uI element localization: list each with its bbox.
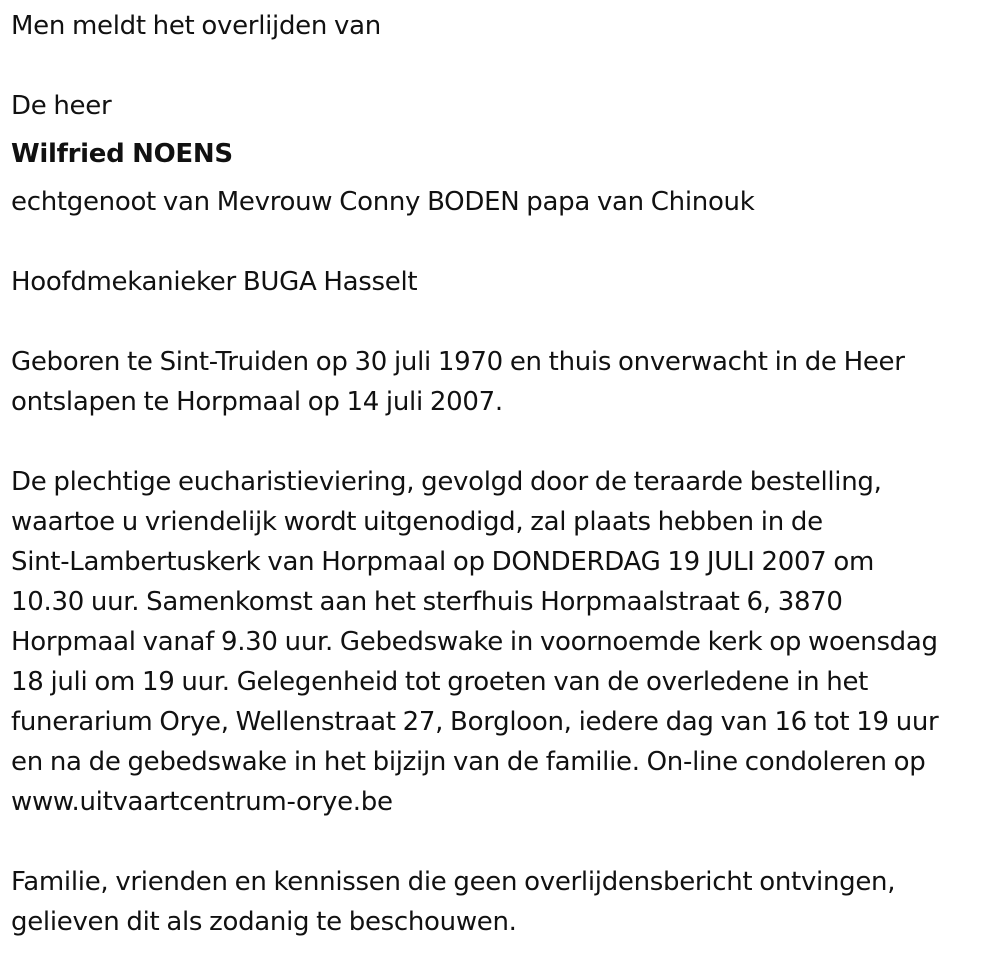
ceremony-line: De plechtige eucharistieviering, gevolgd door de teraarde bestelling, xyxy=(11,467,882,497)
ceremony-line: funerarium Orye, Wellenstraat 27, Borgloon, iedere dag van 16 tot 19 uur xyxy=(11,707,939,737)
deceased-name: Wilfried NOENS xyxy=(11,139,233,169)
ceremony-line: Sint-Lambertuskerk van Horpmaal op DONDERDAG 19 JULI 2007 om xyxy=(11,547,875,577)
ceremony-line: en na de gebedswake in het bijzijn van de familie. On-line condoleren op xyxy=(11,747,926,777)
birth-death-line: Geboren te Sint-Truiden op 30 juli 1970 en thuis onverwacht in de Heer xyxy=(11,347,905,377)
ceremony-line: 18 juli om 19 uur. Gelegenheid tot groeten van de overledene in het xyxy=(11,667,869,697)
intro-text: Men meldt het overlijden van xyxy=(11,11,381,41)
ceremony-line: Horpmaal vanaf 9.30 uur. Gebedswake in voornoemde kerk op woensdag xyxy=(11,627,938,657)
birth-death-line: ontslapen te Horpmaal op 14 juli 2007. xyxy=(11,387,503,417)
ceremony-line: 10.30 uur. Samenkomst aan het sterfhuis Horpmaalstraat 6, 3870 xyxy=(11,587,843,617)
ceremony-line: waartoe u vriendelijk wordt uitgenodigd, zal plaats hebben in de xyxy=(11,507,823,537)
occupation-text: Hoofdmekanieker BUGA Hasselt xyxy=(11,267,418,297)
salutation: De heer xyxy=(11,91,112,121)
closing-line: Familie, vrienden en kennissen die geen overlijdensbericht ontvingen, xyxy=(11,867,896,897)
relation-text: echtgenoot van Mevrouw Conny BODEN papa van Chinouk xyxy=(11,187,755,217)
closing-line: gelieven dit als zodanig te beschouwen. xyxy=(11,907,517,937)
website-text: www.uitvaartcentrum-orye.be xyxy=(11,787,393,817)
